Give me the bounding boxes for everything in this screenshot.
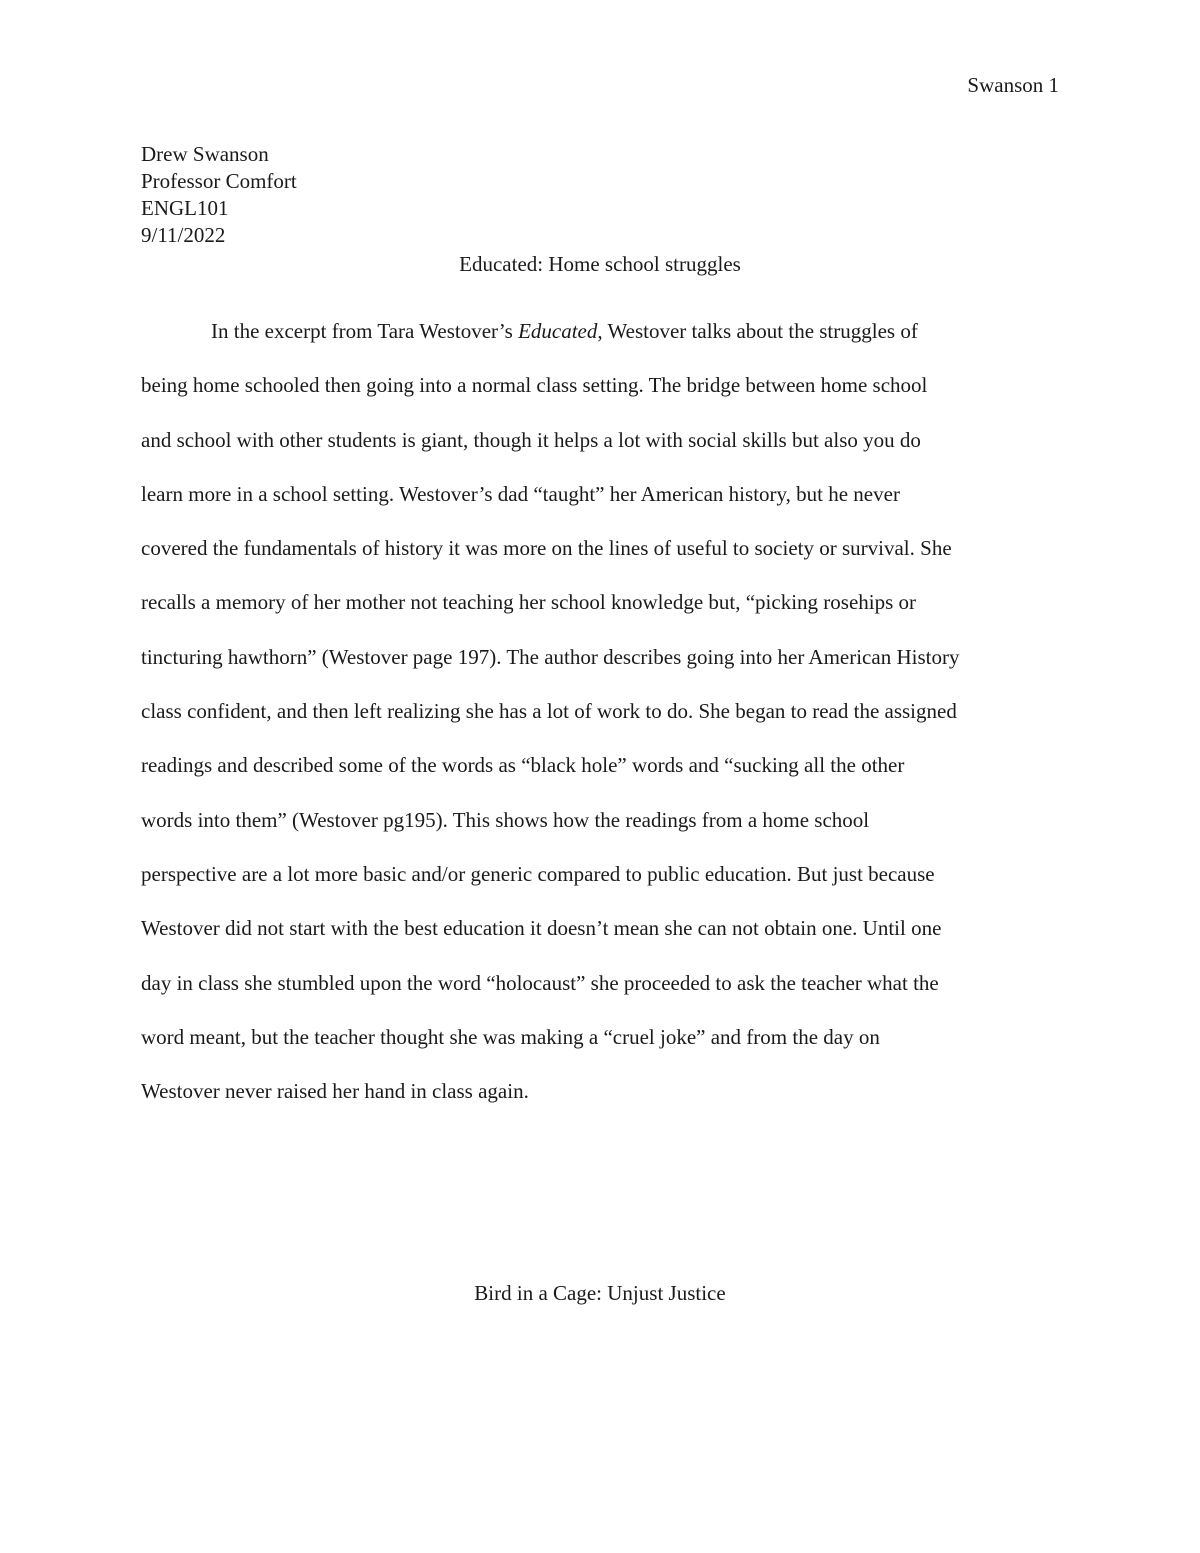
paragraph-line: being home schooled then going into a normal class setting. The bridge between home school <box>141 373 928 398</box>
paragraph-line: and school with other students is giant, though it helps a lot with social skills but also you do <box>141 427 921 452</box>
paragraph-line: covered the fundamentals of history it was more on the lines of useful to society or survival. She <box>141 536 952 561</box>
author-name: Drew Swanson <box>141 142 269 166</box>
book-title-italic: Educated <box>518 319 598 343</box>
line-text: In the excerpt from Tara Westover’s <box>211 319 519 343</box>
page-header-label: Swanson 1 <box>967 73 1059 97</box>
mla-heading <box>141 141 297 249</box>
essay-title-educated: Educated: Home school struggles <box>459 252 741 276</box>
paragraph-line: perspective are a lot more basic and/or generic compared to public education. But just because <box>141 861 935 886</box>
paragraph-line: words into them” (Westover pg195). This shows how the readings from a home school <box>141 807 870 832</box>
paragraph-line: class confident, and then left realizing she has a lot of work to do. She began to read the assigned <box>141 699 957 724</box>
paragraph-line: readings and described some of the words as “black hole” words and “sucking all the other <box>141 753 905 778</box>
course-code: ENGL101 <box>141 196 229 220</box>
paragraph-line: Westover never raised her hand in class again. <box>141 1079 529 1104</box>
essay-title-bird-in-a-cage: Bird in a Cage: Unjust Justice <box>474 1281 726 1305</box>
line-text: , Westover talks about the struggles of <box>597 319 918 343</box>
paragraph-line: tincturing hawthorn” (Westover page 197). The author describes going into her American History <box>141 644 960 669</box>
paragraph-line <box>141 304 959 358</box>
essay-body-paragraph <box>141 304 959 1118</box>
date: 9/11/2022 <box>141 223 226 247</box>
paragraph-line: recalls a memory of her mother not teaching her school knowledge but, “picking rosehips or <box>141 590 917 615</box>
paragraph-line: Westover did not start with the best education it doesn’t mean she can not obtain one. Until one <box>141 916 942 941</box>
paragraph-line: day in class she stumbled upon the word “holocaust” she proceeded to ask the teacher what the <box>141 970 939 995</box>
paragraph-line: word meant, but the teacher thought she was making a “cruel joke” and from the day on <box>141 1024 880 1049</box>
professor-name: Professor Comfort <box>141 169 297 193</box>
paragraph-line: learn more in a school setting. Westover’s dad “taught” her American history, but he never <box>141 481 900 506</box>
